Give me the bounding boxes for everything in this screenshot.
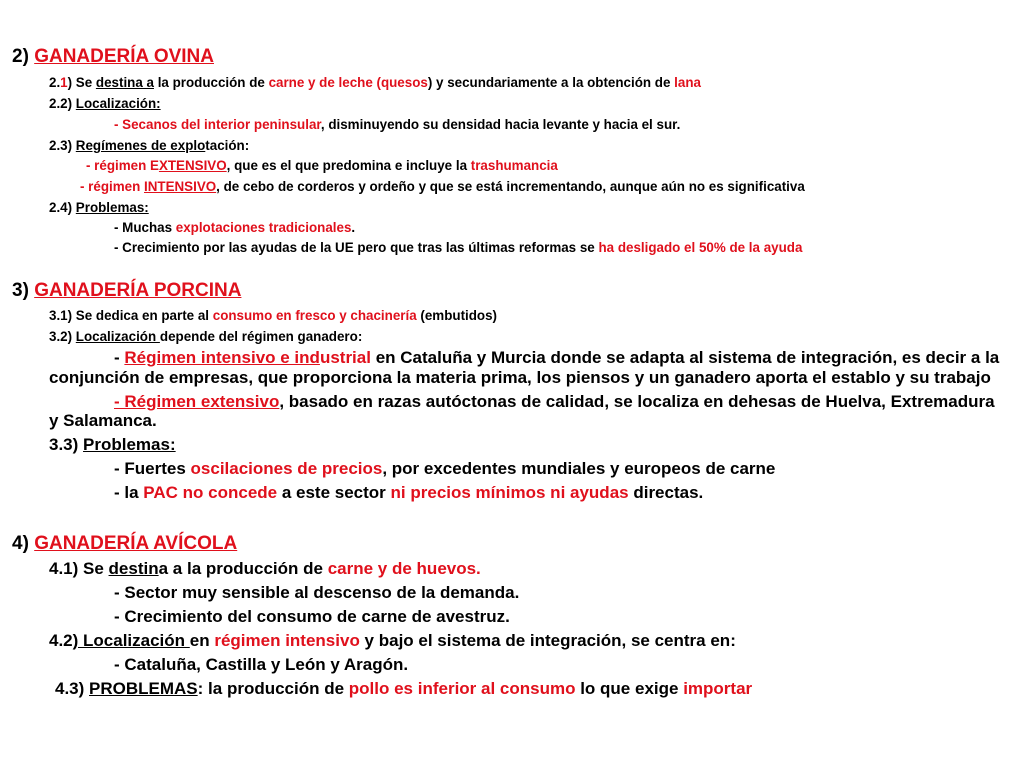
num: 2.4) [49,200,76,215]
text: : la producción de [197,679,349,698]
text: ) y secundariamente a la obtención de [427,75,675,90]
text: - Cataluña, Castilla y León y Aragón. [114,655,409,674]
text: , por excedentes mundiales y europeos de carne [382,459,776,478]
red-text: - régimen E [86,158,159,173]
porcina-3-2-a [114,348,999,368]
porcina-3-1 [49,308,497,323]
label: Localización: [75,96,161,111]
label: Localización [75,329,160,344]
porcina-3-2-a-line2 [49,368,991,388]
ovina-heading-text: GANADERÍA OVINA [34,46,214,67]
ovina-2-3-b [80,179,805,194]
ovina-2-4-b [114,240,802,255]
text: , basado en razas autóctonas de calidad, se localiza en dehesas de Huelva, Extremadura [279,392,995,411]
num: 2.2) [49,96,76,111]
porcina-3-2 [49,329,362,344]
label: Problemas: [75,200,149,215]
num: 3.3) [49,435,84,454]
ovina-heading [12,46,214,68]
num: 4.3) [55,679,90,698]
label: Problemas: [83,435,176,454]
ovina-2-4-a [114,220,355,235]
porcina-3-2-b-line2 [49,411,157,431]
red-text: explotaciones tradicionales [175,220,352,235]
ovina-2-3 [49,138,249,153]
red-text: consumo en fresco y chacinería [212,308,417,323]
label: ) Localización [72,631,190,650]
porcina-heading [12,280,241,302]
avicola-4-1 [49,559,481,579]
avicola-4-3 [55,679,752,699]
porcina-3-3-b [114,483,703,503]
red-text: ha desligado el 50% de la ayuda [598,240,803,255]
text: 3.1) Se dedica en parte al [49,308,213,323]
num: 2.3) [49,138,76,153]
ovina-2-4 [49,200,149,215]
red-text: ni precios mínimos ni ayudas [390,483,629,502]
text: lo que exige [575,679,684,698]
text: ) Se [67,75,96,90]
red-text: oscilaciones de precios [190,459,383,478]
text: directas. [628,483,704,502]
text: - Sector muy sensible al descenso de la demanda. [114,583,520,602]
lana: lana [674,75,701,90]
text: la producción de [153,75,269,90]
ovina-heading-num: 2) [12,46,35,67]
avicola-4-2 [49,631,736,651]
porcina-heading-text: GANADERÍA PORCINA [34,280,242,301]
num: 4.2 [49,631,73,650]
red-underlined: INTENSIVO [144,179,217,194]
red-underlined: - Régimen extensivo [114,392,280,411]
text: - Crecimiento por las ayudas de la UE pero que tras las últimas reformas se [114,240,599,255]
dash: - [114,348,125,367]
text: - la [114,483,144,502]
num-red: 1 [60,75,68,90]
label: PROBLEMAS [89,679,198,698]
text: , que es el que predomina e incluye la [226,158,471,173]
red-text: importar [683,679,753,698]
red-text: - régimen [80,179,144,194]
ovina-2-3-a [86,158,558,173]
red-underlined: XTENSIVO [158,158,227,173]
red-text: - Secanos del interior peninsular [114,117,321,132]
avicola-heading-num: 4) [12,533,35,554]
comma: , [216,179,220,194]
red-text: pollo es inferior al consumo [348,679,576,698]
red-text: régimen intensivo [214,631,360,650]
text: conjunción de empresas, que proporciona la materia prima, los piensos y un ganadero aporta el establo y su trabajo [49,368,991,387]
text: y Salamanca. [49,411,157,430]
porcina-heading-num: 3) [12,280,35,301]
num: 3.2) [49,329,76,344]
porcina-3-3-a [114,459,775,479]
text: de cebo de corderos y ordeño y que se está incrementando, aunque aún no es significativa [219,179,805,194]
avicola-4-1-a [114,583,519,603]
text: a a la producción de [158,559,328,578]
carne-leche: carne y de leche (quesos [268,75,428,90]
label-rest: tación: [205,138,250,153]
text: a este sector [277,483,391,502]
text: depende del régimen ganadero: [159,329,363,344]
ovina-2-1 [49,75,701,90]
text: en Cataluña y Murcia donde se adapta al sistema de integración, es decir a la [370,348,1000,367]
avicola-heading-text: GANADERÍA AVÍCOLA [34,533,238,554]
red-text: PAC no concede [143,483,278,502]
avicola-4-1-b [114,607,510,627]
text: (embutidos) [416,308,498,323]
label: Regímenes de explo [75,138,206,153]
red-text: carne y de huevos. [327,559,481,578]
text: - Fuertes [114,459,191,478]
destin-underlined: destin [108,559,159,578]
text: - Muchas [114,220,176,235]
avicola-4-2-a [114,655,408,675]
text: , disminuyendo su densidad hacia levante y hacia el sur. [320,117,681,132]
text: . [351,220,356,235]
text: y bajo el sistema de integración, se centra en: [359,631,736,650]
text: en [189,631,215,650]
avicola-heading [12,533,237,555]
destina-underlined: destina a [95,75,154,90]
porcina-3-2-b [114,392,995,412]
porcina-3-3 [49,435,176,455]
ovina-2-2 [49,96,161,111]
num: 4.1) Se [49,559,109,578]
text: - Crecimiento del consumo de carne de avestruz. [114,607,510,626]
num: 2. [49,75,61,90]
red-underlined: Régimen intensivo e ind [124,348,320,367]
ovina-2-2-a [114,117,680,132]
red-text: ustrial [319,348,371,367]
trashumancia: trashumancia [470,158,558,173]
